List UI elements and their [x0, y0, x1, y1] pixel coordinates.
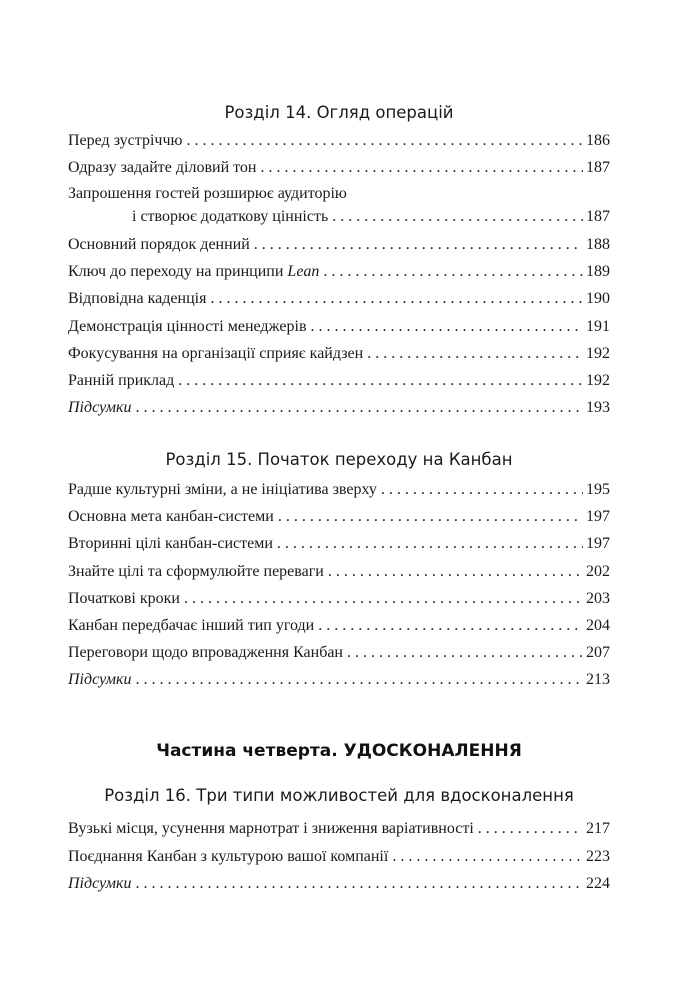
- toc-entry: [68, 316, 610, 338]
- toc-entry: [68, 288, 610, 310]
- toc-entry: [132, 206, 610, 228]
- entry-page: 195: [586, 481, 610, 498]
- entry-title: Відповідна каденція: [68, 290, 207, 307]
- entry-page: 217: [586, 820, 610, 837]
- leader-dots: [367, 343, 583, 365]
- entry-page: 207: [586, 644, 610, 661]
- entry-title: Поєднання Канбан з культурою вашої компанії: [68, 848, 389, 865]
- toc-entry: [68, 642, 610, 664]
- leader-dots: [260, 157, 583, 179]
- entry-page: 189: [586, 263, 610, 280]
- leader-dots: [323, 261, 583, 283]
- entry-title: Демонстрація цінності менеджерів: [68, 318, 307, 335]
- toc-entry: [68, 533, 610, 555]
- entry-page: 186: [586, 132, 610, 149]
- leader-dots: [328, 561, 583, 583]
- entry-title: Підсумки: [68, 875, 132, 892]
- leader-dots: [135, 397, 583, 419]
- toc-entry: [68, 846, 610, 868]
- entry-title: Ранній приклад: [68, 372, 175, 389]
- entry-title: і створює додаткову цінність: [132, 208, 329, 225]
- entry-page: 192: [586, 372, 610, 389]
- leader-dots: [184, 588, 583, 610]
- leader-dots: [135, 669, 583, 691]
- toc-entry: [68, 234, 610, 256]
- leader-dots: [178, 370, 583, 392]
- chapter-14-heading: Розділ 14. Огляд операцій: [224, 103, 454, 122]
- leader-dots: [311, 316, 584, 338]
- entry-title: Канбан передбачає інший тип угоди: [68, 617, 315, 634]
- leader-dots: [254, 234, 583, 256]
- toc-entry: [68, 588, 610, 610]
- entry-page: 223: [586, 848, 610, 865]
- toc-entry-summary: [68, 873, 610, 895]
- leader-dots: [318, 615, 583, 637]
- toc-entry: [68, 479, 610, 501]
- entry-title: Знайте цілі та сформулюйте переваги: [68, 563, 324, 580]
- entry-title: Підсумки: [68, 671, 132, 688]
- entry-page: 191: [586, 318, 610, 335]
- toc-entry: [68, 818, 610, 840]
- leader-dots: [277, 533, 583, 555]
- entry-page: 203: [586, 590, 610, 607]
- entry-page: 204: [586, 617, 610, 634]
- leader-dots: [478, 818, 583, 840]
- entry-page: 197: [586, 508, 610, 525]
- entry-page: 187: [586, 208, 610, 225]
- entry-title: Вторинні цілі канбан-системи: [68, 535, 273, 552]
- leader-dots: [210, 288, 583, 310]
- entry-title: Основна мета канбан-системи: [68, 508, 274, 525]
- entry-title-italic: Lean: [287, 263, 320, 280]
- toc-entry: [68, 261, 610, 283]
- toc-entry: [68, 130, 610, 152]
- toc-entry: [68, 561, 610, 583]
- entry-title-text: Ключ до переходу на принципи: [68, 263, 284, 280]
- entry-title: Вузькі місця, усунення марнотрат і зниження варіативності: [68, 820, 474, 837]
- entry-title: Підсумки: [68, 399, 132, 416]
- leader-dots: [278, 506, 583, 528]
- entry-page: 188: [586, 236, 610, 253]
- chapter-16-heading: Розділ 16. Три типи можливостей для вдосконалення: [104, 786, 574, 805]
- toc-entry: [68, 506, 610, 528]
- entry-page: 193: [586, 399, 610, 416]
- entry-title: Початкові кроки: [68, 590, 180, 607]
- entry-title: [68, 261, 323, 283]
- entry-title: Основний порядок денний: [68, 236, 250, 253]
- toc-entry: [68, 615, 610, 637]
- leader-dots: [186, 130, 583, 152]
- part-four-heading: Частина четверта. УДОСКОНАЛЕННЯ: [156, 741, 522, 761]
- entry-page: 213: [586, 671, 610, 688]
- entry-title: Радше культурні зміни, а не ініціатива зверху: [68, 481, 377, 498]
- entry-title: Переговори щодо впровадження Канбан: [68, 644, 343, 661]
- toc-entry: [68, 343, 610, 365]
- chapter-15-heading: Розділ 15. Початок переходу на Канбан: [165, 450, 513, 469]
- entry-page: 190: [586, 290, 610, 307]
- toc-entry: [68, 157, 610, 179]
- leader-dots: [332, 206, 583, 228]
- entry-page: 224: [586, 875, 610, 892]
- toc-entry: [68, 370, 610, 392]
- entry-page: 202: [586, 563, 610, 580]
- entry-page: 187: [586, 159, 610, 176]
- leader-dots: [135, 873, 583, 895]
- leader-dots: [347, 642, 583, 664]
- entry-title-line1: Запрошення гостей розширює аудиторію: [68, 185, 347, 202]
- toc-entry-summary: [68, 397, 610, 419]
- entry-title: Фокусування на організації сприяє кайдзен: [68, 345, 364, 362]
- entry-title: Одразу задайте діловий тон: [68, 159, 257, 176]
- entry-page: 197: [586, 535, 610, 552]
- toc-entry-summary: [68, 669, 610, 691]
- entry-page: 192: [586, 345, 610, 362]
- leader-dots: [381, 479, 583, 501]
- leader-dots: [392, 846, 583, 868]
- entry-title: Перед зустріччю: [68, 132, 183, 149]
